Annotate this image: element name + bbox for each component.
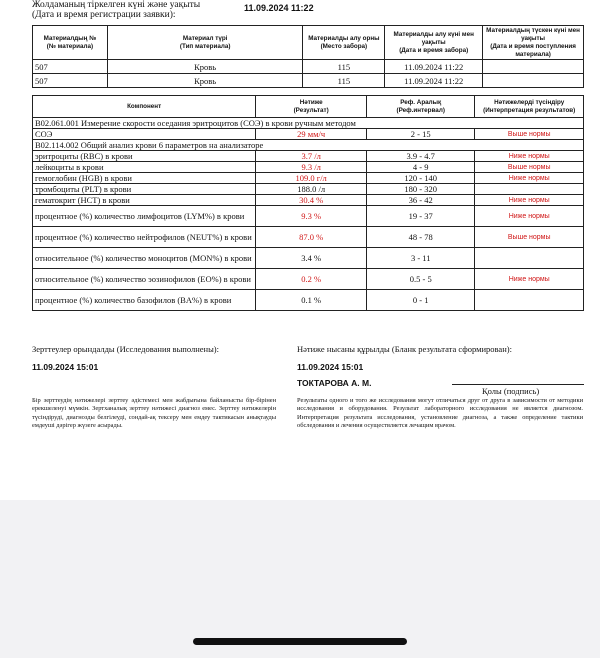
signer-name: ТОКТАРОВА А. М.	[297, 378, 372, 388]
materials-header-row	[33, 26, 584, 60]
reference-interval: 2 - 15	[367, 129, 475, 140]
result-value: 9.3 /л	[256, 162, 367, 173]
reference-interval: 36 - 42	[367, 195, 475, 206]
header-component: Компонент	[33, 96, 256, 118]
material-type: Кровь	[107, 74, 303, 88]
interpretation: Выше нормы	[475, 129, 584, 140]
results-header-row	[33, 96, 584, 118]
interpretation	[475, 184, 584, 195]
reference-interval: 3 - 11	[367, 248, 475, 269]
table-row	[33, 151, 584, 162]
result-value: 3.4 %	[256, 248, 367, 269]
component-name: процентное (%) количество базофилов (BA%) в крови	[33, 290, 256, 311]
material-number: 507	[33, 74, 108, 88]
interpretation: Ниже нормы	[475, 173, 584, 184]
component-name: процентное (%) количество нейтрофилов (NEUT%) в крови	[33, 227, 256, 248]
table-row	[33, 74, 584, 88]
component-name: тромбоциты (PLT) в крови	[33, 184, 256, 195]
header-reference: Реф. Аралық (Реф.интервал)	[367, 96, 475, 118]
table-row	[33, 206, 584, 227]
form-generated-datetime: 11.09.2024 15:01	[297, 362, 364, 372]
header-sample-datetime: Материалды алу күні мен уақыты (Дата и время забора)	[385, 26, 483, 60]
result-value: 30.4 %	[256, 195, 367, 206]
result-value: 0.1 %	[256, 290, 367, 311]
studies-done-label: Зерттеулер орындалды (Исследования выполнены):	[32, 344, 219, 354]
reference-interval: 0.5 - 5	[367, 269, 475, 290]
component-name: относительное (%) количество эозинофилов (EO%) в крови	[33, 269, 256, 290]
result-value: 87.0 %	[256, 227, 367, 248]
reference-interval: 48 - 78	[367, 227, 475, 248]
sample-datetime: 11.09.2024 11:22	[385, 74, 483, 88]
header-material-number: Материалдың № (№ материала)	[33, 26, 108, 60]
table-row	[33, 248, 584, 269]
disclaimer-ru: Результаты одного и того же исследования могут отличаться друг от друга в зависимости от методики исследования и оборудования. Результат лабораторного исследования не является диагнозом. Интерпретация результата исследования, установление диагноза, а также определение тактики обследования и лечения осуществляется лечащим врачом.	[297, 397, 583, 430]
section-title: B02.114.002 Общий анализ крови 6 параметров на анализаторе	[33, 140, 584, 151]
form-generated-label: Нәтиже нысаны құрылды (Бланк результата сформирован):	[297, 344, 512, 354]
component-name: гемоглобин (HGB) в крови	[33, 173, 256, 184]
component-name: гематокрит (HCT) в крови	[33, 195, 256, 206]
reference-interval: 4 - 9	[367, 162, 475, 173]
interpretation: Ниже нормы	[475, 151, 584, 162]
reference-interval: 19 - 37	[367, 206, 475, 227]
results-body	[33, 118, 584, 311]
disclaimer-kz: Бір зерттеудің нәтижелері зерттеу әдістемесі мен жабдығына байланысты бір-бірінен ерекшеленуі мүмкін. Зертханалық зерттеу нәтижесі диагноз емес. Зерттеу нәтижелерін түсіндіруді, диагнозды белгілеуді, сондай-ақ тексеру мен емдеу тактикасын анықтауды емдеуші дәрігер жүзеге асырады.	[32, 397, 276, 430]
material-number: 507	[33, 60, 108, 74]
table-row	[33, 227, 584, 248]
received-datetime	[483, 74, 584, 88]
results-table	[32, 95, 584, 311]
signature-label: Қолы (подпись)	[482, 386, 540, 396]
reference-interval: 3.9 - 4.7	[367, 151, 475, 162]
sample-datetime: 11.09.2024 11:22	[385, 60, 483, 74]
header-received-datetime: Материалдың түскен күні мен уақыты (Дата и время поступления материала)	[483, 26, 584, 60]
component-name: процентное (%) количество лимфоцитов (LYM%) в крови	[33, 206, 256, 227]
registration-header	[32, 0, 314, 20]
studies-done-datetime: 11.09.2024 15:01	[32, 362, 99, 372]
home-indicator[interactable]	[193, 638, 407, 645]
section-row	[33, 140, 584, 151]
result-value: 0.2 %	[256, 269, 367, 290]
table-row	[33, 195, 584, 206]
sample-place: 115	[303, 74, 385, 88]
header-result: Нәтиже (Результат)	[256, 96, 367, 118]
table-row	[33, 162, 584, 173]
interpretation: Ниже нормы	[475, 195, 584, 206]
table-row	[33, 60, 584, 74]
registration-label-ru: (Дата и время регистрации заявки):	[32, 10, 176, 20]
result-value: 188.0 /л	[256, 184, 367, 195]
materials-table	[32, 25, 584, 88]
interpretation: Ниже нормы	[475, 206, 584, 227]
interpretation: Ниже нормы	[475, 269, 584, 290]
table-row	[33, 184, 584, 195]
component-name: лейкоциты в крови	[33, 162, 256, 173]
reference-interval: 180 - 320	[367, 184, 475, 195]
header-interpretation: Нәтижелерді түсіндіру (Интерпретация результатов)	[475, 96, 584, 118]
table-row	[33, 290, 584, 311]
material-type: Кровь	[107, 60, 303, 74]
reference-interval: 0 - 1	[367, 290, 475, 311]
result-value: 29 мм/ч	[256, 129, 367, 140]
table-row	[33, 173, 584, 184]
header-material-type: Материал түрі (Тип материала)	[107, 26, 303, 60]
received-datetime	[483, 60, 584, 74]
registration-datetime: 11.09.2024 11:22	[244, 3, 314, 13]
registration-label-kz: Жолдаманың тіркелген күні және уақыты	[32, 0, 201, 10]
interpretation	[475, 290, 584, 311]
header-sample-place: Материалды алу орны (Место забора)	[303, 26, 385, 60]
interpretation: Выше нормы	[475, 227, 584, 248]
interpretation	[475, 248, 584, 269]
component-name: СОЭ	[33, 129, 256, 140]
component-name: эритроциты (RBC) в крови	[33, 151, 256, 162]
section-row	[33, 118, 584, 129]
result-value: 9.3 %	[256, 206, 367, 227]
result-value: 109.0 г/л	[256, 173, 367, 184]
result-value: 3.7 /л	[256, 151, 367, 162]
table-row	[33, 129, 584, 140]
sample-place: 115	[303, 60, 385, 74]
signature-line	[452, 384, 584, 385]
section-title: B02.061.001 Измерение скорости оседания эритроцитов (СОЭ) в крови ручным методом	[33, 118, 584, 129]
component-name: относительное (%) количество моноцитов (MON%) в крови	[33, 248, 256, 269]
interpretation: Выше нормы	[475, 162, 584, 173]
table-row	[33, 269, 584, 290]
reference-interval: 120 - 140	[367, 173, 475, 184]
